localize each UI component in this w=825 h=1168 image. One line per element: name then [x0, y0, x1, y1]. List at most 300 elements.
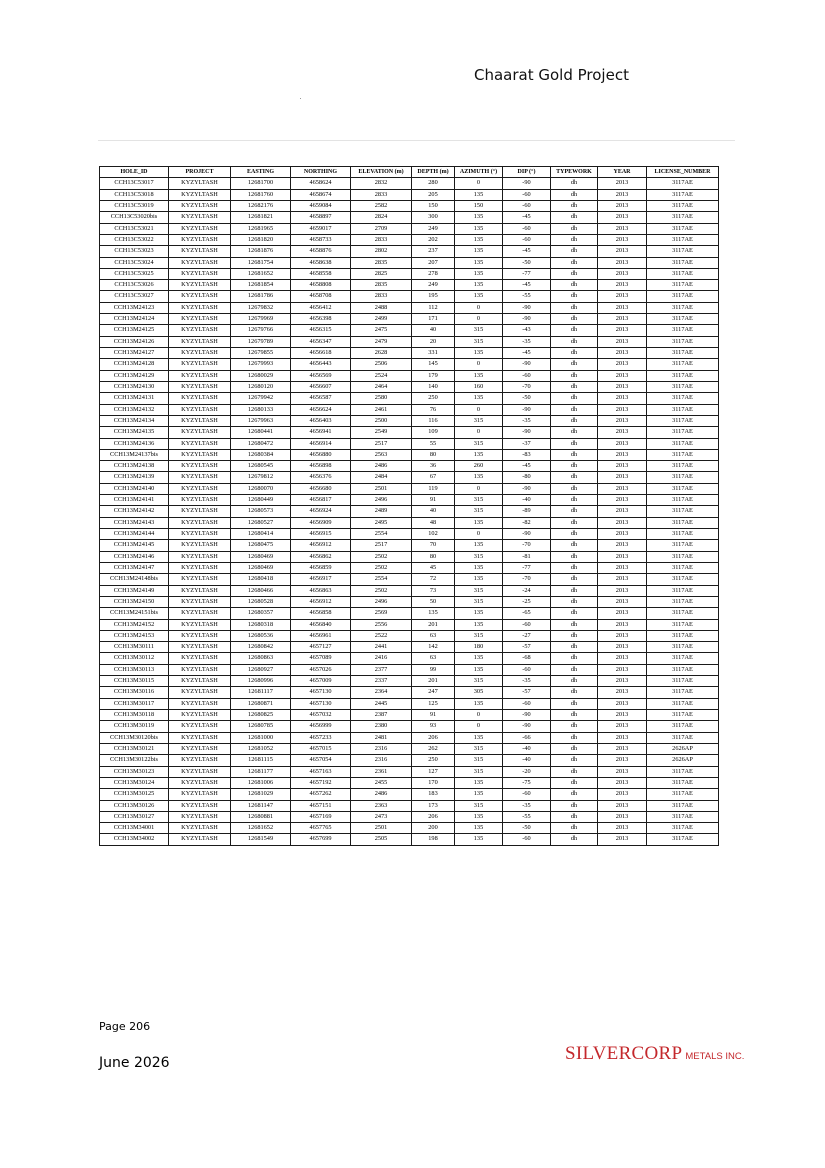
- table-cell: KYZYLTASH: [169, 676, 231, 687]
- table-cell: 12680927: [231, 664, 291, 675]
- table-cell: CCH13C53025: [100, 268, 169, 279]
- table-cell: 12679993: [231, 359, 291, 370]
- table-cell: 3117AE: [647, 291, 719, 302]
- table-cell: KYZYLTASH: [169, 291, 231, 302]
- table-cell: KYZYLTASH: [169, 619, 231, 630]
- table-cell: 2833: [351, 291, 412, 302]
- table-cell: dh: [551, 415, 598, 426]
- table-row: [100, 687, 719, 698]
- table-cell: 3117AE: [647, 348, 719, 359]
- table-cell: 2802: [351, 246, 412, 257]
- table-row: [100, 314, 719, 325]
- table-cell: 20: [412, 336, 455, 347]
- table-cell: KYZYLTASH: [169, 178, 231, 189]
- table-cell: CCH13M30117: [100, 698, 169, 709]
- table-cell: 2461: [351, 404, 412, 415]
- table-cell: 4658558: [291, 268, 351, 279]
- table-cell: 12681754: [231, 257, 291, 268]
- table-cell: 73: [412, 585, 455, 596]
- table-row: [100, 585, 719, 596]
- table-cell: 12681854: [231, 280, 291, 291]
- table-cell: dh: [551, 268, 598, 279]
- table-cell: 170: [412, 777, 455, 788]
- table-cell: -35: [503, 336, 551, 347]
- table-cell: CCH13M24145: [100, 540, 169, 551]
- table-row: [100, 246, 719, 257]
- table-cell: 3117AE: [647, 834, 719, 845]
- table-cell: KYZYLTASH: [169, 212, 231, 223]
- table-cell: 2013: [598, 200, 647, 211]
- table-cell: 12680441: [231, 427, 291, 438]
- table-row: [100, 427, 719, 438]
- table-cell: dh: [551, 732, 598, 743]
- table-cell: 3117AE: [647, 800, 719, 811]
- table-cell: KYZYLTASH: [169, 823, 231, 834]
- table-cell: 2502: [351, 585, 412, 596]
- table-cell: 2013: [598, 348, 647, 359]
- column-header: DEPTH (m): [412, 167, 455, 178]
- table-cell: dh: [551, 246, 598, 257]
- table-cell: dh: [551, 336, 598, 347]
- table-row: [100, 766, 719, 777]
- table-cell: 2013: [598, 653, 647, 664]
- table-cell: 12680414: [231, 529, 291, 540]
- table-cell: 3117AE: [647, 585, 719, 596]
- table-cell: 4658708: [291, 291, 351, 302]
- table-cell: 0: [455, 314, 503, 325]
- table-cell: 40: [412, 325, 455, 336]
- table-cell: 145: [412, 359, 455, 370]
- table-row: [100, 449, 719, 460]
- table-cell: KYZYLTASH: [169, 710, 231, 721]
- table-cell: 2013: [598, 540, 647, 551]
- table-row: [100, 268, 719, 279]
- table-cell: -70: [503, 574, 551, 585]
- table-cell: 142: [412, 642, 455, 653]
- table-row: [100, 755, 719, 766]
- table-cell: 150: [455, 200, 503, 211]
- table-cell: 2626AP: [647, 755, 719, 766]
- table-cell: 2484: [351, 472, 412, 483]
- table-cell: -60: [503, 664, 551, 675]
- table-cell: dh: [551, 800, 598, 811]
- table-cell: -60: [503, 698, 551, 709]
- table-cell: -90: [503, 710, 551, 721]
- table-cell: 2832: [351, 178, 412, 189]
- table-cell: 4657015: [291, 743, 351, 754]
- table-cell: 2626AP: [647, 743, 719, 754]
- table-cell: 2499: [351, 314, 412, 325]
- table-cell: dh: [551, 664, 598, 675]
- table-cell: 3117AE: [647, 698, 719, 709]
- table-cell: KYZYLTASH: [169, 348, 231, 359]
- table-cell: KYZYLTASH: [169, 404, 231, 415]
- table-row: [100, 348, 719, 359]
- table-cell: 2489: [351, 506, 412, 517]
- table-cell: 3117AE: [647, 415, 719, 426]
- table-row: [100, 562, 719, 573]
- table-cell: 2013: [598, 427, 647, 438]
- column-header: AZIMUTH (°): [455, 167, 503, 178]
- table-cell: CCH13M24148bis: [100, 574, 169, 585]
- table-cell: 2496: [351, 596, 412, 607]
- table-cell: 315: [455, 551, 503, 562]
- table-cell: 12680871: [231, 698, 291, 709]
- table-cell: KYZYLTASH: [169, 427, 231, 438]
- logo-wordmark: SILVERCORP: [565, 1043, 683, 1064]
- table-cell: 4657151: [291, 800, 351, 811]
- table-cell: dh: [551, 551, 598, 562]
- table-cell: 2517: [351, 438, 412, 449]
- header-mark: [300, 98, 301, 99]
- table-cell: 12680418: [231, 574, 291, 585]
- table-row: [100, 608, 719, 619]
- table-cell: 2495: [351, 517, 412, 528]
- table-cell: 4658733: [291, 234, 351, 245]
- table-cell: 2441: [351, 642, 412, 653]
- table-row: [100, 676, 719, 687]
- table-cell: 12680545: [231, 461, 291, 472]
- table-cell: 3117AE: [647, 766, 719, 777]
- table-cell: 2013: [598, 517, 647, 528]
- table-cell: 3117AE: [647, 189, 719, 200]
- table-cell: 4656917: [291, 574, 351, 585]
- table-cell: CCH13C53024: [100, 257, 169, 268]
- table-cell: 12680536: [231, 630, 291, 641]
- table-cell: dh: [551, 438, 598, 449]
- table-row: [100, 200, 719, 211]
- table-cell: 262: [412, 743, 455, 754]
- table-cell: -81: [503, 551, 551, 562]
- table-cell: 2013: [598, 336, 647, 347]
- table-cell: 12680475: [231, 540, 291, 551]
- table-cell: 3117AE: [647, 710, 719, 721]
- table-cell: 173: [412, 800, 455, 811]
- table-cell: 135: [455, 732, 503, 743]
- table-cell: 3117AE: [647, 449, 719, 460]
- table-cell: 2502: [351, 562, 412, 573]
- table-cell: 135: [455, 777, 503, 788]
- table-cell: KYZYLTASH: [169, 506, 231, 517]
- table-cell: -57: [503, 687, 551, 698]
- table-cell: 2013: [598, 359, 647, 370]
- table-cell: 2013: [598, 314, 647, 325]
- table-cell: dh: [551, 461, 598, 472]
- table-cell: 2363: [351, 800, 412, 811]
- table-cell: 4656924: [291, 506, 351, 517]
- table-cell: KYZYLTASH: [169, 653, 231, 664]
- table-cell: -65: [503, 608, 551, 619]
- table-row: [100, 743, 719, 754]
- table-cell: 55: [412, 438, 455, 449]
- table-cell: 315: [455, 676, 503, 687]
- table-cell: -60: [503, 619, 551, 630]
- table-cell: 4658624: [291, 178, 351, 189]
- table-cell: 250: [412, 393, 455, 404]
- table-cell: 2013: [598, 562, 647, 573]
- table-cell: dh: [551, 359, 598, 370]
- table-cell: 260: [455, 461, 503, 472]
- table-row: [100, 212, 719, 223]
- table-cell: dh: [551, 811, 598, 822]
- table-cell: KYZYLTASH: [169, 596, 231, 607]
- table-cell: CCH13M30119: [100, 721, 169, 732]
- table-cell: 205: [412, 189, 455, 200]
- table-cell: 12680384: [231, 449, 291, 460]
- table-cell: KYZYLTASH: [169, 268, 231, 279]
- table-row: [100, 223, 719, 234]
- table-cell: 12680466: [231, 585, 291, 596]
- table-cell: 72: [412, 574, 455, 585]
- table-cell: -90: [503, 314, 551, 325]
- table-cell: KYZYLTASH: [169, 302, 231, 313]
- table-cell: 0: [455, 178, 503, 189]
- table-cell: -45: [503, 348, 551, 359]
- table-cell: CCH13M30116: [100, 687, 169, 698]
- table-cell: -80: [503, 472, 551, 483]
- table-cell: 4656315: [291, 325, 351, 336]
- table-cell: -37: [503, 438, 551, 449]
- table-cell: CCH13M24136: [100, 438, 169, 449]
- table-cell: 2481: [351, 732, 412, 743]
- table-cell: CCH13C53018: [100, 189, 169, 200]
- table-cell: CCH13M24141: [100, 495, 169, 506]
- table-row: [100, 234, 719, 245]
- table-cell: 135: [455, 223, 503, 234]
- table-cell: KYZYLTASH: [169, 325, 231, 336]
- table-cell: 12680133: [231, 404, 291, 415]
- table-cell: 12680469: [231, 562, 291, 573]
- table-cell: 3117AE: [647, 517, 719, 528]
- table-cell: dh: [551, 348, 598, 359]
- column-header: DIP (°): [503, 167, 551, 178]
- table-cell: 12679963: [231, 415, 291, 426]
- table-cell: KYZYLTASH: [169, 415, 231, 426]
- table-cell: 4656817: [291, 495, 351, 506]
- table-cell: KYZYLTASH: [169, 687, 231, 698]
- table-cell: -82: [503, 517, 551, 528]
- table-cell: 3117AE: [647, 540, 719, 551]
- table-cell: 12680863: [231, 653, 291, 664]
- table-cell: CCH13M24140: [100, 483, 169, 494]
- table-cell: 201: [412, 619, 455, 630]
- table-cell: dh: [551, 743, 598, 754]
- table-cell: CCH13C53021: [100, 223, 169, 234]
- table-cell: -70: [503, 540, 551, 551]
- table-cell: 4656909: [291, 517, 351, 528]
- table-cell: 2013: [598, 212, 647, 223]
- table-cell: -55: [503, 811, 551, 822]
- table-cell: 4656912: [291, 596, 351, 607]
- table-cell: KYZYLTASH: [169, 438, 231, 449]
- table-cell: CCH13M24137bis: [100, 449, 169, 460]
- table-cell: 4657054: [291, 755, 351, 766]
- table-row: [100, 732, 719, 743]
- table-cell: CCH13M30121: [100, 743, 169, 754]
- table-cell: CCH13M24152: [100, 619, 169, 630]
- table-cell: 2013: [598, 370, 647, 381]
- table-cell: 202: [412, 234, 455, 245]
- table-cell: 12681760: [231, 189, 291, 200]
- table-cell: dh: [551, 834, 598, 845]
- table-cell: -57: [503, 642, 551, 653]
- table-cell: 3117AE: [647, 642, 719, 653]
- table-cell: -60: [503, 234, 551, 245]
- table-cell: KYZYLTASH: [169, 585, 231, 596]
- table-cell: 4656398: [291, 314, 351, 325]
- table-row: [100, 653, 719, 664]
- table-cell: dh: [551, 212, 598, 223]
- table-cell: KYZYLTASH: [169, 359, 231, 370]
- table-cell: 102: [412, 529, 455, 540]
- table-cell: 2013: [598, 302, 647, 313]
- table-cell: CCH13M24124: [100, 314, 169, 325]
- table-cell: 12680825: [231, 710, 291, 721]
- table-cell: dh: [551, 562, 598, 573]
- table-cell: 12679832: [231, 302, 291, 313]
- table-cell: 2013: [598, 461, 647, 472]
- table-cell: 2709: [351, 223, 412, 234]
- table-cell: 305: [455, 687, 503, 698]
- table-cell: 4656863: [291, 585, 351, 596]
- table-cell: 12680029: [231, 370, 291, 381]
- table-cell: CCH13C53017: [100, 178, 169, 189]
- table-row: [100, 495, 719, 506]
- table-cell: 4657130: [291, 687, 351, 698]
- table-cell: dh: [551, 653, 598, 664]
- table-cell: 12681000: [231, 732, 291, 743]
- table-cell: 2316: [351, 743, 412, 754]
- table-cell: -66: [503, 732, 551, 743]
- table-cell: 3117AE: [647, 789, 719, 800]
- table-cell: 2013: [598, 664, 647, 675]
- table-cell: 3117AE: [647, 280, 719, 291]
- table-cell: 2013: [598, 178, 647, 189]
- table-cell: 135: [455, 619, 503, 630]
- table-cell: 315: [455, 325, 503, 336]
- table-cell: 2013: [598, 574, 647, 585]
- table-cell: dh: [551, 280, 598, 291]
- table-cell: 4658638: [291, 257, 351, 268]
- table-cell: 135: [455, 212, 503, 223]
- table-cell: 70: [412, 540, 455, 551]
- table-cell: 40: [412, 506, 455, 517]
- table-cell: 3117AE: [647, 506, 719, 517]
- table-cell: 12680842: [231, 642, 291, 653]
- table-cell: 4656840: [291, 619, 351, 630]
- table-cell: CCH13C53022: [100, 234, 169, 245]
- table-cell: 12681652: [231, 268, 291, 279]
- table-cell: CCH13M24143: [100, 517, 169, 528]
- table-cell: -40: [503, 755, 551, 766]
- table-cell: 135: [455, 291, 503, 302]
- table-cell: 2501: [351, 483, 412, 494]
- table-cell: CCH13C53027: [100, 291, 169, 302]
- table-cell: CCH13M24146: [100, 551, 169, 562]
- table-cell: 4657089: [291, 653, 351, 664]
- table-row: [100, 596, 719, 607]
- table-cell: 247: [412, 687, 455, 698]
- table-header-row: [100, 167, 719, 178]
- table-cell: 12680573: [231, 506, 291, 517]
- table-cell: CCH13C53026: [100, 280, 169, 291]
- table-cell: 2522: [351, 630, 412, 641]
- table-cell: 135: [455, 608, 503, 619]
- table-cell: 2824: [351, 212, 412, 223]
- table-cell: 3117AE: [647, 234, 719, 245]
- table-cell: 4656403: [291, 415, 351, 426]
- table-cell: 4656880: [291, 449, 351, 460]
- table-cell: -60: [503, 189, 551, 200]
- table-cell: 12681177: [231, 766, 291, 777]
- table-cell: -68: [503, 653, 551, 664]
- table-cell: dh: [551, 574, 598, 585]
- table-row: [100, 823, 719, 834]
- table-cell: dh: [551, 200, 598, 211]
- table-cell: CCH13M24127: [100, 348, 169, 359]
- table-cell: CCH13M24123: [100, 302, 169, 313]
- table-cell: CCH13M24125: [100, 325, 169, 336]
- table-cell: -77: [503, 268, 551, 279]
- table-cell: 135: [455, 562, 503, 573]
- table-row: [100, 710, 719, 721]
- table-cell: 12680527: [231, 517, 291, 528]
- table-cell: -90: [503, 359, 551, 370]
- table-cell: 12680070: [231, 483, 291, 494]
- table-cell: 3117AE: [647, 676, 719, 687]
- table-cell: 3117AE: [647, 314, 719, 325]
- table-cell: -24: [503, 585, 551, 596]
- table-cell: -60: [503, 370, 551, 381]
- table-cell: dh: [551, 178, 598, 189]
- table-cell: 315: [455, 585, 503, 596]
- silvercorp-logo: [565, 1043, 744, 1065]
- table-cell: 3117AE: [647, 472, 719, 483]
- table-cell: KYZYLTASH: [169, 608, 231, 619]
- table-cell: 150: [412, 200, 455, 211]
- table-cell: 135: [455, 393, 503, 404]
- table-cell: KYZYLTASH: [169, 562, 231, 573]
- table-cell: 4656347: [291, 336, 351, 347]
- table-cell: 12680120: [231, 381, 291, 392]
- table-cell: 2013: [598, 596, 647, 607]
- table-cell: 3117AE: [647, 370, 719, 381]
- table-cell: 2475: [351, 325, 412, 336]
- table-cell: dh: [551, 189, 598, 200]
- table-cell: 2013: [598, 291, 647, 302]
- table-cell: -40: [503, 743, 551, 754]
- table-cell: 135: [455, 472, 503, 483]
- table-row: [100, 483, 719, 494]
- table-cell: 300: [412, 212, 455, 223]
- table-cell: 3117AE: [647, 404, 719, 415]
- table-cell: 280: [412, 178, 455, 189]
- table-cell: 45: [412, 562, 455, 573]
- table-cell: CCH13M24135: [100, 427, 169, 438]
- table-cell: -77: [503, 562, 551, 573]
- table-cell: 315: [455, 336, 503, 347]
- table-cell: -50: [503, 823, 551, 834]
- table-cell: 2825: [351, 268, 412, 279]
- table-cell: 2833: [351, 234, 412, 245]
- table-cell: dh: [551, 619, 598, 630]
- table-cell: 2013: [598, 755, 647, 766]
- table-cell: 135: [455, 257, 503, 268]
- table-cell: dh: [551, 608, 598, 619]
- table-cell: -50: [503, 257, 551, 268]
- table-cell: 63: [412, 653, 455, 664]
- table-cell: 2013: [598, 246, 647, 257]
